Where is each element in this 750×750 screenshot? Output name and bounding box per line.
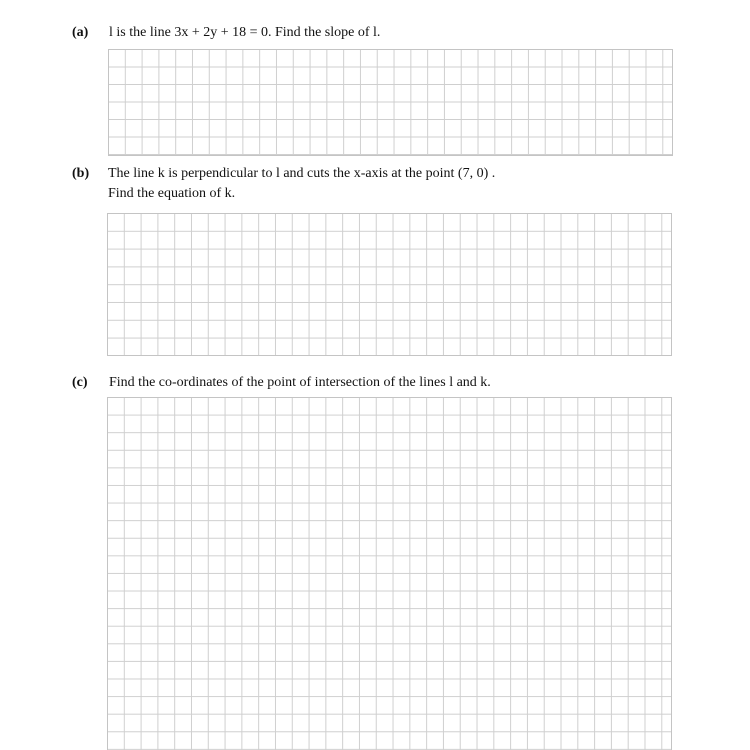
answer-grid-a[interactable]	[108, 49, 673, 156]
part-b-label: (b)	[72, 166, 90, 181]
answer-grid-b[interactable]	[107, 213, 672, 356]
part-c-label: (c)	[72, 375, 88, 390]
part-b-question-line1: The line k is perpendicular to l and cuts the x-axis at the point (7, 0) .	[108, 166, 496, 181]
part-b-question-line2: Find the equation of k.	[108, 186, 236, 201]
part-a-label: (a)	[72, 25, 89, 40]
part-c-question: Find the co-ordinates of the point of intersection of the lines l and k.	[109, 375, 491, 390]
answer-grid-c[interactable]	[107, 397, 672, 750]
part-a-question: l is the line 3x + 2y + 18 = 0. Find the slope of l.	[109, 25, 381, 40]
